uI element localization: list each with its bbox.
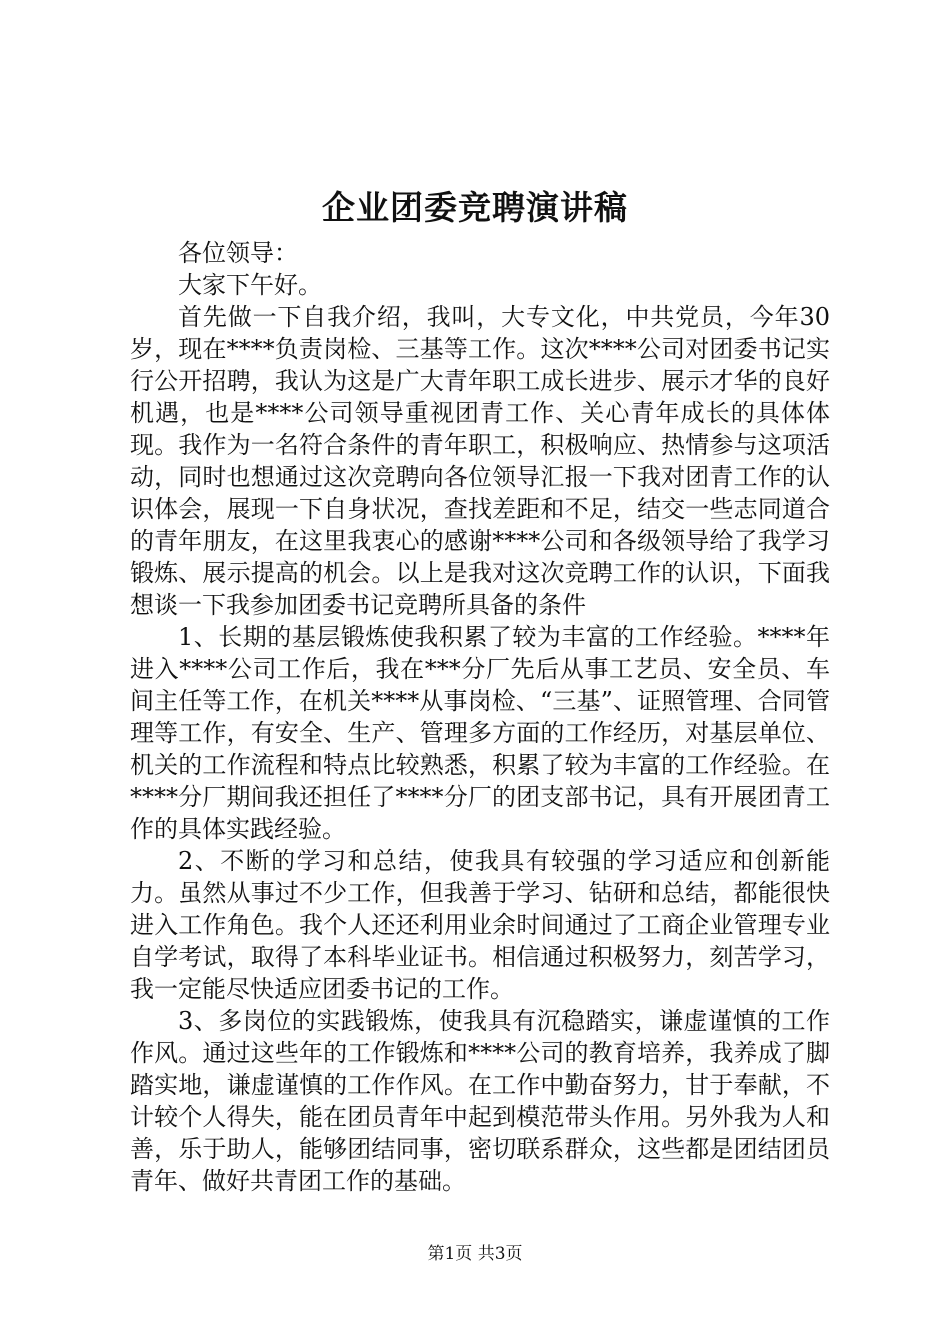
paragraph-introduction: 首先做一下自我介绍，我叫，大专文化，中共党员，今年30岁，现在****负责岗检、三基等工作。这次****公司对团委书记实行公开招聘，我认为这是广大青年职工成长进步、展示才华的良好机遇，也是****公司领导重视团青工作、关心青年成长的具体体现。我作为一名符合条件的青年职工，积极响应、热情参与这项活动，同时也想通过这次竞聘向各位领导汇报一下我对团青工作的认识体会，展现一下自身状况，查找差距和不足，结交一些志同道合的青年朋友，在这里我衷心的感谢****公司和各级领导给了我学习锻炼、展示提高的机会。以上是我对这次竞聘工作的认识，下面我想谈一下我参加团委书记竞聘所具备的条件: [130, 303, 830, 619]
paragraph-point-3: 3、多岗位的实践锻炼，使我具有沉稳踏实，谦虚谨慎的工作作风。通过这些年的工作锻炼和****公司的教育培养，我养成了脚踏实地，谦虚谨慎的工作作风。在工作中勤奋努力，甘于奉献，不计较个人得失，能在团员青年中起到模范带头作用。另外我为人和善，乐于助人，能够团结同事，密切联系群众，这些都是团结团员青年、做好共青团工作的基础。: [130, 1007, 830, 1195]
paragraph-point-2: 2、不断的学习和总结，使我具有较强的学习适应和创新能力。虽然从事过不少工作，但我善于学习、钻研和总结，都能很快进入工作角色。我个人还还利用业余时间通过了工商企业管理专业自学考试，取得了本科毕业证书。相信通过积极努力，刻苦学习，我一定能尽快适应团委书记的工作。: [130, 847, 830, 1003]
page-footer: 第1页 共3页: [427, 1244, 523, 1264]
document-body: [130, 237, 830, 1197]
salutation: 各位领导：: [178, 239, 298, 267]
document-title: 企业团委竞聘演讲稿: [322, 188, 628, 227]
greeting: 大家下午好。: [178, 271, 322, 299]
paragraph-point-1: 1、长期的基层锻炼使我积累了较为丰富的工作经验。****年进入****公司工作后，我在***分厂先后从事工艺员、安全员、车间主任等工作，在机关****从事岗检、“三基”、证照管理、合同管理等工作，有安全、生产、管理多方面的工作经历，对基层单位、机关的工作流程和特点比较熟悉，积累了较为丰富的工作经验。在****分厂期间我还担任了****分厂的团支部书记，具有开展团青工作的具体实践经验。: [130, 623, 830, 843]
